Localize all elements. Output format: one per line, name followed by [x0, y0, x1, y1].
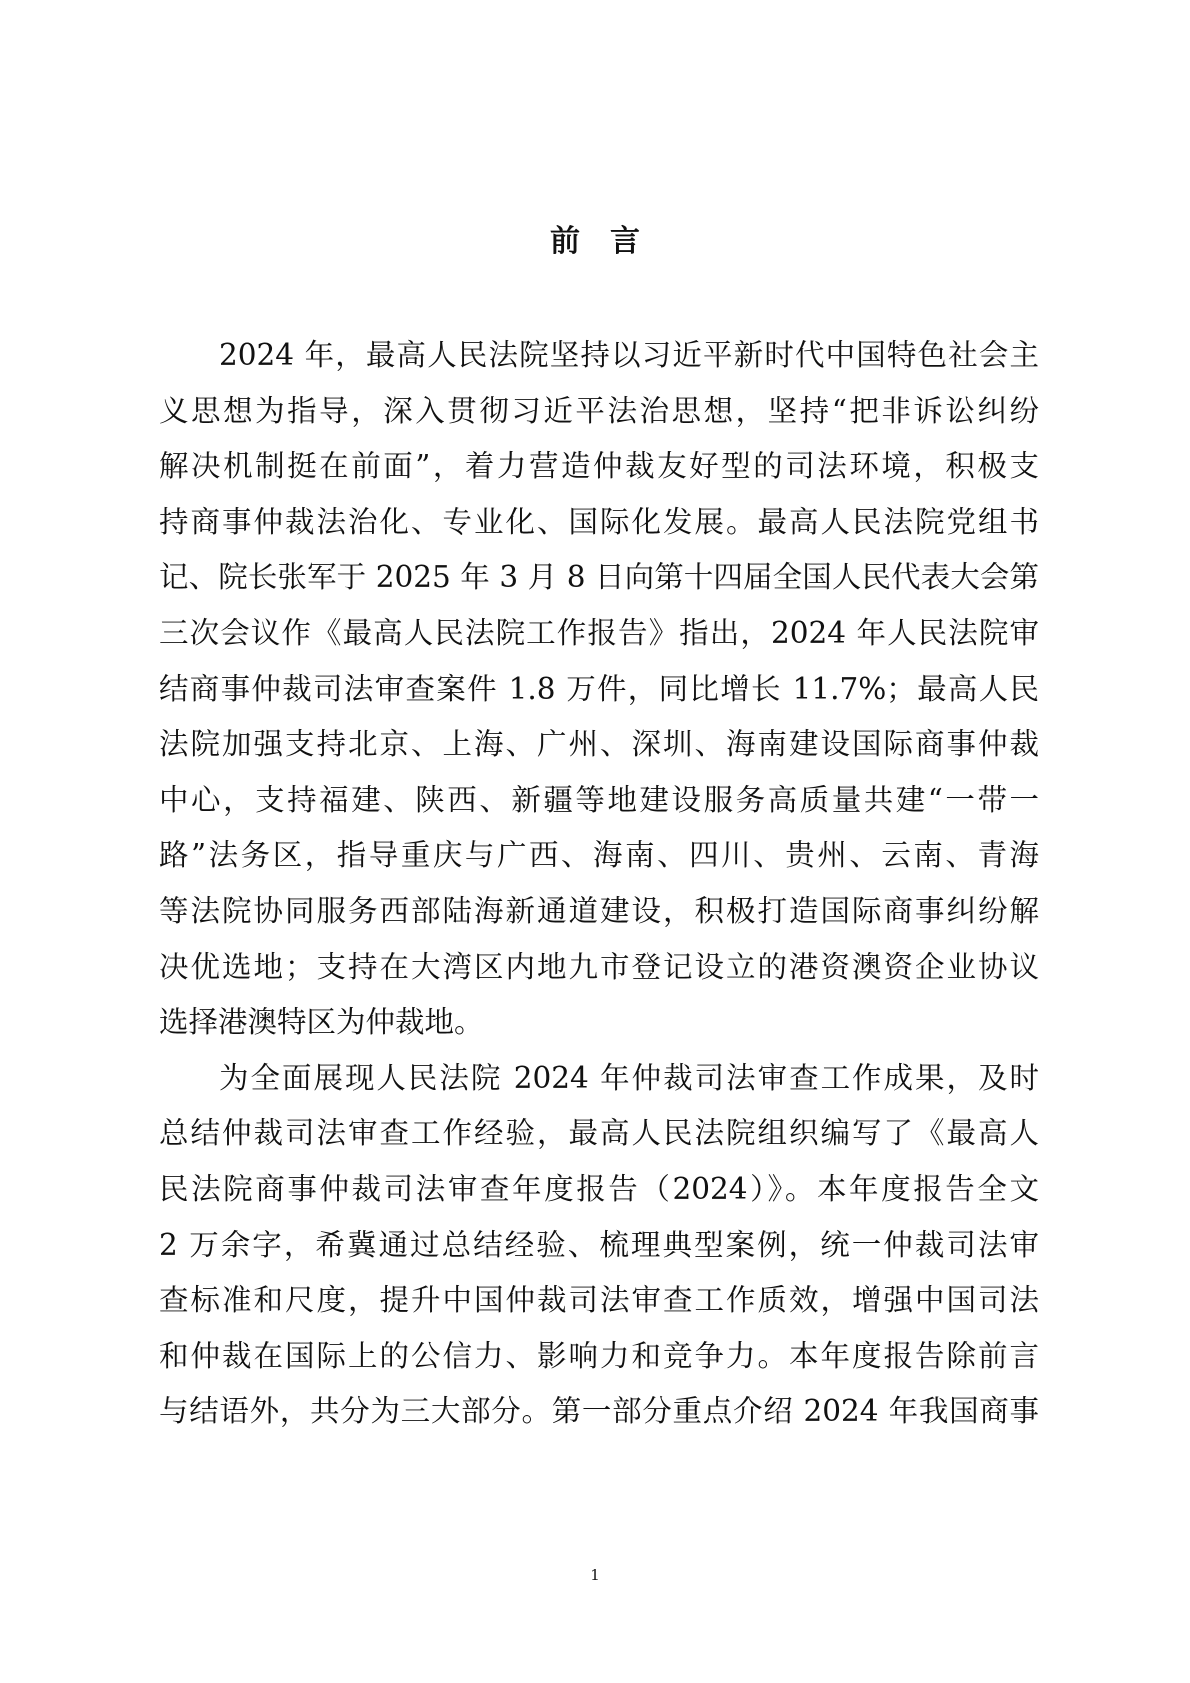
- paragraph-1-line-2: 义思想为指导，深入贯彻习近平法治思想，坚持“把非诉讼纠纷: [159, 393, 1039, 428]
- paragraph-1-line-3: 解决机制挺在前面”，着力营造仲裁友好型的司法环境，积极支: [159, 449, 1039, 484]
- paragraph-1-line-9: 中心，支持福建、陕西、新疆等地建设服务高质量共建“一带一: [159, 782, 1039, 817]
- paragraph-1-line-11: 等法院协同服务西部陆海新通道建设，积极打造国际商事纠纷解: [159, 893, 1039, 928]
- paragraph-1-line-7: 结商事仲裁司法审查案件 1.8 万件，同比增长 11.7%；最高人民: [159, 671, 1039, 706]
- paragraph-1-line-10: 路”法务区，指导重庆与广西、海南、四川、贵州、云南、青海: [159, 838, 1039, 873]
- paragraph-1-line-1: 2024 年，最高人民法院坚持以习近平新时代中国特色社会主: [219, 338, 1039, 372]
- paragraph-2-line-7: 与结语外，共分为三大部分。第一部分重点介绍 2024 年我国商事: [159, 1394, 1039, 1429]
- paragraph-1-line-4: 持商事仲裁法治化、专业化、国际化发展。最高人民法院党组书: [159, 504, 1039, 539]
- page-number: 1: [590, 1566, 600, 1584]
- paragraph-2-line-5: 查标准和尺度，提升中国仲裁司法审查工作质效，增强中国司法: [159, 1283, 1039, 1318]
- paragraph-1-line-5: 记、院长张军于 2025 年 3 月 8 日向第十四届全国人民代表大会第: [159, 560, 1039, 595]
- paragraph-2-line-4: 2 万余字，希冀通过总结经验、梳理典型案例，统一仲裁司法审: [159, 1227, 1039, 1262]
- page-title: 前言: [550, 224, 670, 259]
- paragraph-2-line-2: 总结仲裁司法审查工作经验，最高人民法院组织编写了《最高人: [159, 1116, 1039, 1151]
- paragraph-2-line-6: 和仲裁在国际上的公信力、影响力和竞争力。本年度报告除前言: [159, 1338, 1039, 1373]
- paragraph-1-line-8: 法院加强支持北京、上海、广州、深圳、海南建设国际商事仲裁: [159, 727, 1039, 762]
- paragraph-2-line-1: 为全面展现人民法院 2024 年仲裁司法审查工作成果，及时: [219, 1060, 1039, 1095]
- paragraph-1-line-6: 三次会议作《最高人民法院工作报告》指出，2024 年人民法院审: [159, 615, 1039, 650]
- paragraph-1-line-13: 选择港澳特区为仲裁地。: [159, 1005, 484, 1040]
- paragraph-1-line-12: 决优选地；支持在大湾区内地九市登记设立的港资澳资企业协议: [159, 949, 1039, 984]
- body-text: [159, 328, 1039, 1440]
- paragraph-2-line-3: 民法院商事仲裁司法审查年度报告（2024）》。本年度报告全文: [159, 1171, 1039, 1206]
